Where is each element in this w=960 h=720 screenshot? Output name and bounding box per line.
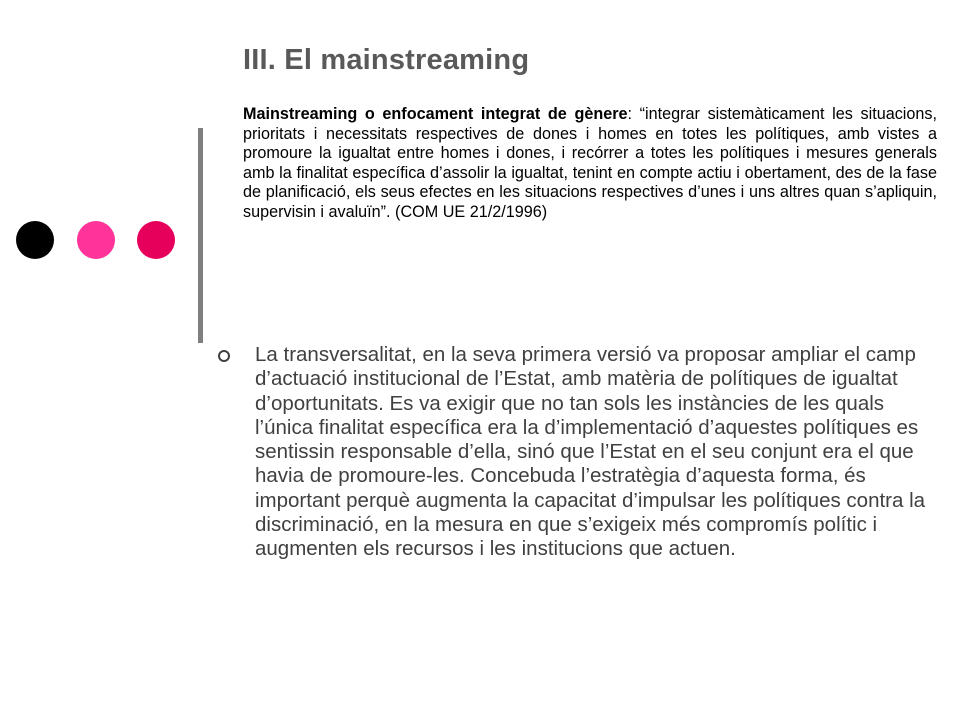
decorative-dot-magenta	[137, 221, 175, 259]
decorative-dot-black	[16, 221, 54, 259]
definition-paragraph	[243, 105, 937, 223]
definition-term: Mainstreaming o enfocament integrat de gènere	[243, 105, 628, 123]
bullet-paragraph: La transversalitat, en la seva primera versió va proposar ampliar el camp d’actuació institucional de l’Estat, amb matèria de polítiques de igualtat d’oportunitats. Es va exigir que no tan sols les instàncies de les quals l’única finalitat específica era la d’implementació d’aquestes polítiques es sentissin responsable d’ella, sinó que l’Estat en el seu conjunt era el que havia de promoure-les. Concebuda l’estratègia d’aquesta forma, és important perquè augmenta la capacitat d’impulsar les polítiques contra la discriminació, en la mesura en que s’exigeix més compromís polític i augmenten els recursos i les institucions que actuen.	[255, 343, 926, 561]
bullet-circle-icon	[218, 350, 230, 362]
decorative-dot-pink	[77, 221, 115, 259]
vertical-divider	[198, 128, 203, 343]
definition-text: : “integrar sistemàticament les situacions, prioritats i necessitats respectives de dones i homes en totes les polítiques, amb vistes a promoure la igualtat entre homes i dones, i recórrer a totes les polítiques i mesures generals amb la finalitat específica d’assolir la igualtat, tenint en compte actiu i obertament, des de la fase de planificació, els seus efectes en les situacions respectives d’unes i uns altres quan s’apliquin, supervisin i avaluïn”. (COM UE 21/2/1996)	[243, 105, 937, 221]
slide-title: III. El mainstreaming	[243, 44, 530, 76]
